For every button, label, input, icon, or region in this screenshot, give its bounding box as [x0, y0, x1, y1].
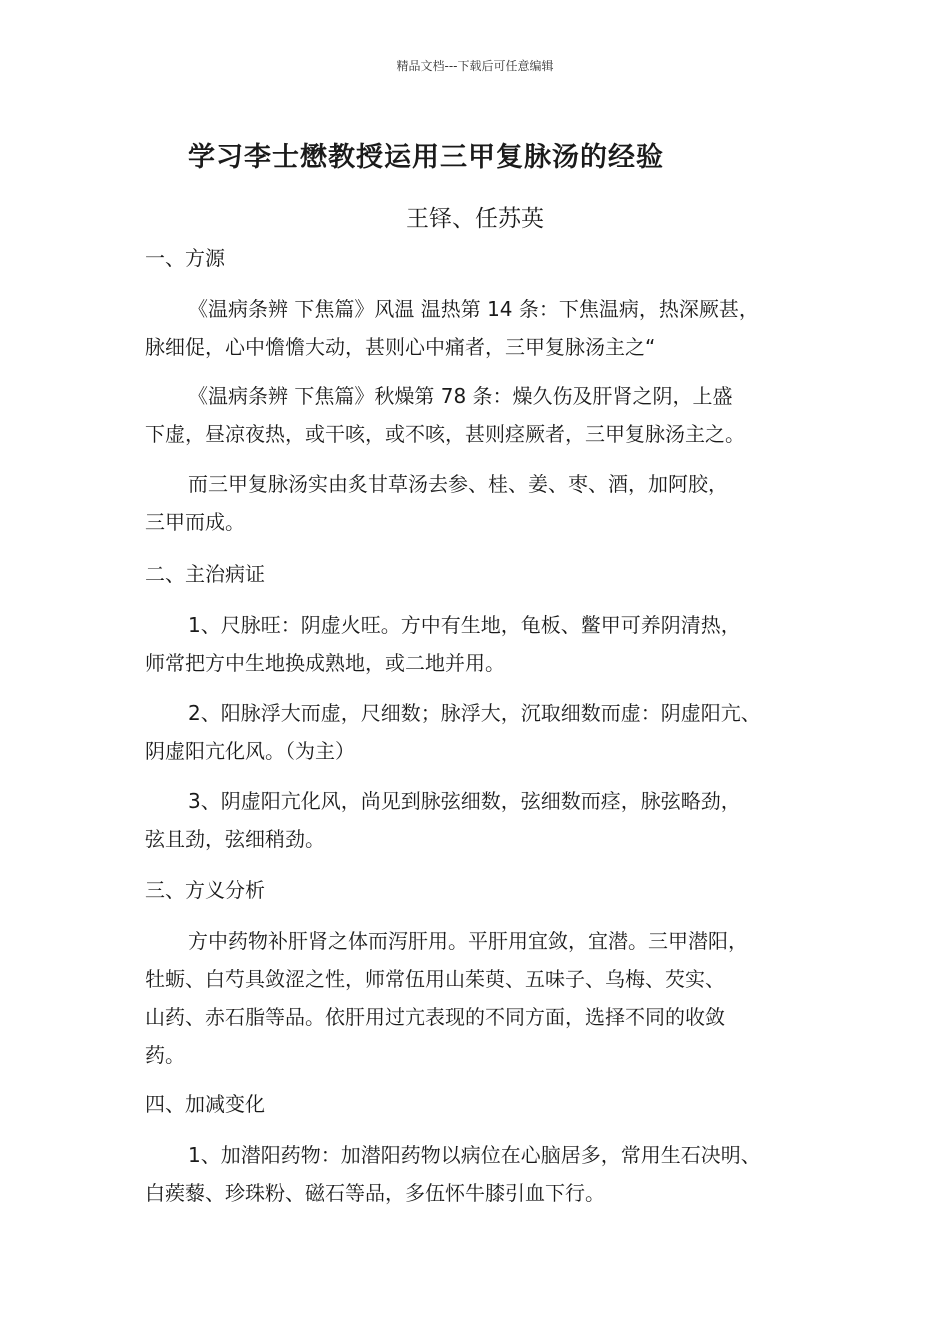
page-header: 精品文档---下载后可任意编辑: [396, 59, 554, 73]
paragraph-line: 方中药物补肝肾之体而泻肝用。平肝用宜敛，宜潜。三甲潜阳，: [188, 929, 748, 953]
paragraph-line: 药。: [145, 1043, 185, 1067]
paragraph-line: 1、尺脉旺：阴虚火旺。方中有生地，龟板、鳖甲可养阴清热，: [188, 613, 741, 637]
section-heading: 四、加减变化: [145, 1092, 265, 1116]
paragraph-line: 《温病条辨 下焦篇》风温 温热第 14 条：下焦温病，热深厥甚，: [188, 297, 759, 321]
paragraph-line: 脉细促，心中憺憺大动，甚则心中痛者，三甲复脉汤主之“: [145, 335, 656, 359]
paragraph-line: 白蒺藜、珍珠粉、磁石等品，多伍怀牛膝引血下行。: [145, 1181, 605, 1205]
section-heading: 一、方源: [145, 246, 225, 270]
paragraph-line: 阴虚阳亢化风。（为主）: [145, 739, 355, 763]
paragraph-line: 1、加潜阳药物：加潜阳药物以病位在心脑居多，常用生石决明、: [188, 1143, 761, 1167]
paragraph: [145, 694, 825, 770]
paragraph: [145, 377, 825, 453]
paragraph-line: 山药、赤石脂等品。依肝用过亢表现的不同方面，选择不同的收敛: [145, 1005, 725, 1029]
section-heading: 三、方义分析: [145, 878, 265, 902]
paragraph: [145, 1136, 825, 1212]
section-heading: 二、主治病证: [145, 562, 265, 586]
paragraph-line: 下虚，昼凉夜热，或干咳，或不咳，甚则痉厥者，三甲复脉汤主之。: [145, 422, 745, 446]
paragraph: [145, 290, 825, 366]
paragraph-line: 师常把方中生地换成熟地，或二地并用。: [145, 651, 505, 675]
paragraph-line: 2、阳脉浮大而虚，尺细数；脉浮大，沉取细数而虚：阴虚阳亢、: [188, 701, 761, 725]
paragraph: [145, 782, 825, 858]
page-title: 学习李士懋教授运用三甲复脉汤的经验: [188, 142, 664, 173]
paragraph-line: 三甲而成。: [145, 510, 245, 534]
paragraph-line: 而三甲复脉汤实由炙甘草汤去参、桂、姜、枣、酒，加阿胶，: [188, 472, 728, 496]
paragraph-line: 牡蛎、白芍具敛涩之性，师常伍用山茱萸、五味子、乌梅、芡实、: [145, 967, 725, 991]
paragraph: [145, 922, 825, 1074]
author-line: 王铎、任苏英: [406, 206, 544, 232]
paragraph-line: 3、阴虚阳亢化风，尚见到脉弦细数，弦细数而痉，脉弦略劲，: [188, 789, 741, 813]
paragraph-line: 弦且劲，弦细稍劲。: [145, 827, 325, 851]
paragraph-line: 《温病条辨 下焦篇》秋燥第 78 条：燥久伤及肝肾之阴，上盛: [188, 384, 733, 408]
paragraph: [145, 606, 825, 682]
paragraph: [145, 465, 825, 541]
